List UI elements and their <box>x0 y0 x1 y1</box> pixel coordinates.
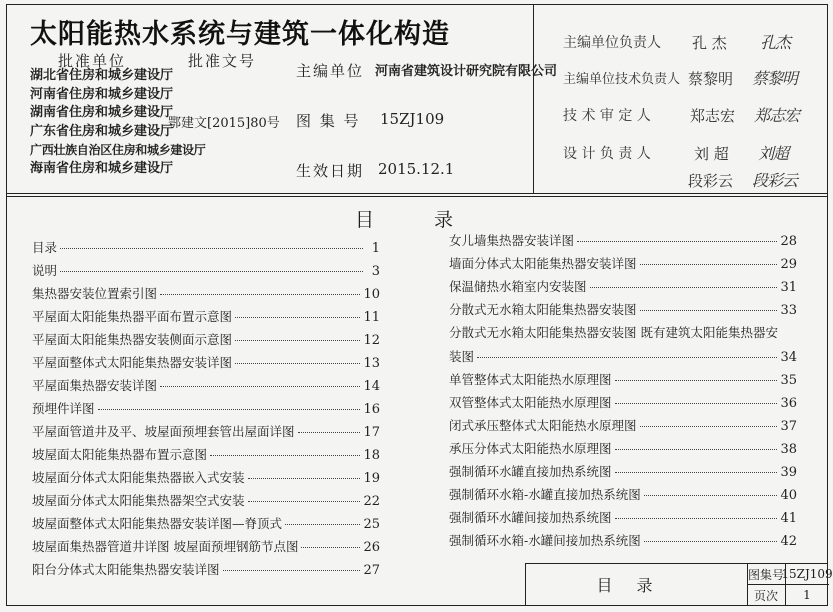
header-bottom-rule <box>6 193 828 194</box>
editor-unit-label: 主编单位 <box>296 62 365 80</box>
toc-entry[interactable] <box>32 238 380 261</box>
toc-entry-page: 26 <box>363 540 380 555</box>
person-role: 技 术 审 定 人 <box>563 108 651 124</box>
toc-entry[interactable] <box>449 347 797 370</box>
toc-entry-title: 坡屋面太阳能集热器布置示意图 <box>32 447 208 462</box>
toc-entry-page: 19 <box>363 471 380 486</box>
toc-entry-title: 阳台分体式太阳能集热器安装详图 <box>32 562 220 577</box>
toc-entry-title: 强制循环水箱-水罐直接加热系统图 <box>449 487 641 502</box>
toc-entry-page: 38 <box>780 442 797 457</box>
toc-leader <box>644 495 778 496</box>
header-divider <box>533 4 534 194</box>
toc-entry-title: 保温储热水箱室内安装图 <box>449 279 587 294</box>
atlas-no-label: 图 集 号 <box>296 112 361 130</box>
toc-leader <box>285 524 360 525</box>
toc-leader <box>590 287 778 288</box>
toc-entry[interactable] <box>32 284 380 307</box>
editor-unit: 河南省建筑设计研究院有限公司 <box>375 64 558 79</box>
person-role: 主编单位负责人 <box>563 35 661 51</box>
toc-entry-page: 25 <box>363 517 380 532</box>
toc-entry[interactable] <box>449 300 797 323</box>
toc-entry[interactable] <box>449 508 797 531</box>
toc-leader <box>640 264 778 265</box>
toc-entry-page: 41 <box>780 511 797 526</box>
toc-leader <box>248 478 361 479</box>
toc-entry-title: 单管整体式太阳能热水原理图 <box>449 372 612 387</box>
effective-date: 2015.12.1 <box>378 160 455 178</box>
toc-leader <box>577 241 777 242</box>
toc-entry[interactable] <box>32 307 380 330</box>
toc-entry[interactable] <box>449 277 797 300</box>
toc-entry-title: 分散式无水箱太阳能集热器安装图 既有建筑太阳能集热器安 <box>449 325 778 340</box>
title-block-atlas-row <box>747 564 833 585</box>
title-block-page-label: 页次 <box>747 585 786 605</box>
title-block-page-row <box>747 585 829 605</box>
toc-leader <box>615 449 778 450</box>
toc-entry[interactable] <box>449 462 797 485</box>
toc-entry-title: 平屋面太阳能集热器平面布置示意图 <box>32 309 233 324</box>
toc-entry[interactable] <box>449 231 797 254</box>
person-signature: 孔杰 <box>760 33 791 52</box>
toc-entry-page: 31 <box>780 280 797 295</box>
toc-leader <box>615 518 778 519</box>
toc-entry[interactable] <box>449 485 797 508</box>
approval-unit: 湖北省住房和城乡建设厅 <box>30 68 174 83</box>
title-block-name: 目录 <box>526 564 748 605</box>
approval-doc-number: 鄂建文[2015]80号 <box>168 116 280 131</box>
toc-entry-page: 1 <box>371 241 380 256</box>
toc-entry-title: 坡屋面集热器管道井详图 坡屋面预埋钢筋节点图 <box>32 539 299 554</box>
person-signature: 刘超 <box>758 144 789 163</box>
toc-entry-title: 分散式无水箱太阳能集热器安装图 <box>449 302 637 317</box>
approval-unit: 广东省住房和城乡建设厅 <box>30 123 174 139</box>
toc-entry[interactable] <box>32 399 380 422</box>
toc-entry[interactable] <box>32 491 380 514</box>
person-name: 孔 杰 <box>692 34 727 52</box>
toc-entry-title: 强制循环水罐直接加热系统图 <box>449 464 612 479</box>
person-role: 主编单位技术负责人 <box>563 72 681 87</box>
toc-leader <box>98 409 361 410</box>
toc-entry-title: 平屋面管道井及平、坡屋面预埋套管出屋面详图 <box>32 424 295 439</box>
toc-entry-page: 36 <box>780 396 797 411</box>
toc-entry-page: 34 <box>780 350 797 365</box>
toc-leader <box>615 380 778 381</box>
toc-entry[interactable] <box>32 560 380 583</box>
approval-unit: 海南省住房和城乡建设厅 <box>30 160 174 176</box>
header-bottom-rule-inner <box>6 196 828 197</box>
toc-entry-page: 11 <box>363 310 380 325</box>
toc-entry-page: 27 <box>363 563 380 578</box>
toc-entry-title: 强制循环水罐间接加热系统图 <box>449 510 612 525</box>
toc-entry-title: 平屋面整体式太阳能集热器安装详图 <box>32 355 233 370</box>
toc-leader <box>615 472 778 473</box>
toc-entry-page: 18 <box>363 448 380 463</box>
person-name: 段彩云 <box>688 172 734 190</box>
atlas-no: 15ZJ109 <box>380 110 445 128</box>
toc-entry-multiline[interactable] <box>449 323 797 347</box>
toc-entry-page: 14 <box>363 379 380 394</box>
toc-entry-title: 强制循环水箱-水罐间接加热系统图 <box>449 533 641 548</box>
toc-entry-page: 40 <box>780 488 797 503</box>
toc-entry[interactable] <box>449 393 797 416</box>
toc-leader <box>160 386 360 387</box>
toc-entry-title: 女儿墙集热器安装详图 <box>449 233 575 248</box>
toc-entry-title: 说明 <box>32 263 58 278</box>
person-name: 郑志宏 <box>690 107 736 125</box>
title-block <box>525 563 833 606</box>
toc-leader <box>60 248 363 249</box>
toc-entry[interactable] <box>32 514 380 537</box>
effective-date-label: 生效日期 <box>296 162 365 180</box>
toc-entry-title: 平屋面太阳能集热器安装侧面示意图 <box>32 332 233 347</box>
toc-entry-page: 16 <box>363 402 380 417</box>
toc-leader <box>301 547 360 548</box>
toc-leader <box>60 271 363 272</box>
toc-entry-page: 39 <box>780 465 797 480</box>
toc-entry[interactable] <box>32 376 380 399</box>
toc-entry-title: 坡屋面整体式太阳能集热器安装详图—脊顶式 <box>32 516 283 531</box>
toc-entry-title: 集热器安装位置索引图 <box>32 286 158 301</box>
title-block-page-no: 1 <box>803 588 811 602</box>
person-signature: 蔡黎明 <box>752 69 798 88</box>
toc-entry-title: 目录 <box>32 240 58 255</box>
toc-entry-title: 预埋件详图 <box>32 401 95 416</box>
toc-entry-page: 12 <box>363 333 380 348</box>
toc-entry-title: 坡屋面分体式太阳能集热器嵌入式安装 <box>32 470 245 485</box>
toc-entry-title: 双管整体式太阳能热水原理图 <box>449 395 612 410</box>
toc-entry-page: 42 <box>780 534 797 549</box>
toc-entry[interactable] <box>32 445 380 468</box>
toc-entry-page: 29 <box>780 257 797 272</box>
toc-entry[interactable] <box>32 261 380 284</box>
toc-leader <box>223 570 361 571</box>
toc-entry[interactable] <box>449 254 797 277</box>
toc-leader <box>640 310 778 311</box>
toc-left-column <box>32 238 380 583</box>
toc-entry-title: 平屋面集热器安装详图 <box>32 378 158 393</box>
approval-unit: 广西壮族自治区住房和城乡建设厅 <box>30 143 206 157</box>
toc-leader <box>640 426 778 427</box>
toc-entry-page: 33 <box>780 303 797 318</box>
toc-entry[interactable] <box>32 468 380 491</box>
toc-leader <box>298 432 361 433</box>
toc-entry[interactable] <box>32 537 380 560</box>
document-title: 太阳能热水系统与建筑一体化构造 <box>30 19 450 50</box>
person-name: 刘 超 <box>694 145 729 163</box>
toc-entry[interactable] <box>32 422 380 445</box>
toc-entry-page: 22 <box>363 494 380 509</box>
person-role: 设 计 负 责 人 <box>563 146 651 162</box>
person-signature: 段彩云 <box>752 171 798 190</box>
toc-entry-page: 37 <box>780 419 797 434</box>
toc-entry-title: 装图 <box>449 349 475 364</box>
approval-unit-label: 批准单位 <box>58 52 127 70</box>
toc-leader <box>615 403 778 404</box>
toc-leader <box>235 317 360 318</box>
approval-unit: 湖南省住房和城乡建设厅 <box>30 105 174 120</box>
toc-entry-page: 10 <box>363 287 380 302</box>
toc-entry-title: 闭式承压整体式太阳能热水原理图 <box>449 418 637 433</box>
toc-entry[interactable] <box>449 439 797 462</box>
toc-entry[interactable] <box>32 330 380 353</box>
title-block-atlas-no: 15ZJ109 <box>781 567 833 581</box>
toc-leader <box>248 501 361 502</box>
toc-entry[interactable] <box>32 353 380 376</box>
person-signature: 郑志宏 <box>754 106 800 125</box>
toc-heading: 目录 <box>355 209 514 231</box>
toc-leader <box>644 541 778 542</box>
toc-entry-page: 28 <box>780 234 797 249</box>
person-name: 蔡黎明 <box>688 70 734 88</box>
toc-leader <box>235 363 360 364</box>
toc-leader <box>235 340 360 341</box>
toc-entry[interactable] <box>449 416 797 439</box>
toc-right-column <box>449 231 797 554</box>
toc-entry-page: 35 <box>780 373 797 388</box>
approval-unit: 河南省住房和城乡建设厅 <box>30 86 174 102</box>
toc-leader <box>210 455 360 456</box>
toc-leader <box>477 357 777 358</box>
toc-entry[interactable] <box>449 370 797 393</box>
toc-entry-title: 承压分体式太阳能热水原理图 <box>449 441 612 456</box>
toc-entry-page: 17 <box>363 425 380 440</box>
title-block-atlas-label: 图集号 <box>747 564 786 584</box>
toc-entry-page: 3 <box>371 264 380 279</box>
toc-entry-title: 墙面分体式太阳能集热器安装详图 <box>449 256 637 271</box>
toc-leader <box>160 294 360 295</box>
toc-entry-title: 坡屋面分体式太阳能集热器架空式安装 <box>32 493 245 508</box>
toc-entry[interactable] <box>449 531 797 554</box>
approval-doc-label: 批准文号 <box>188 52 257 70</box>
toc-entry-page: 13 <box>363 356 380 371</box>
